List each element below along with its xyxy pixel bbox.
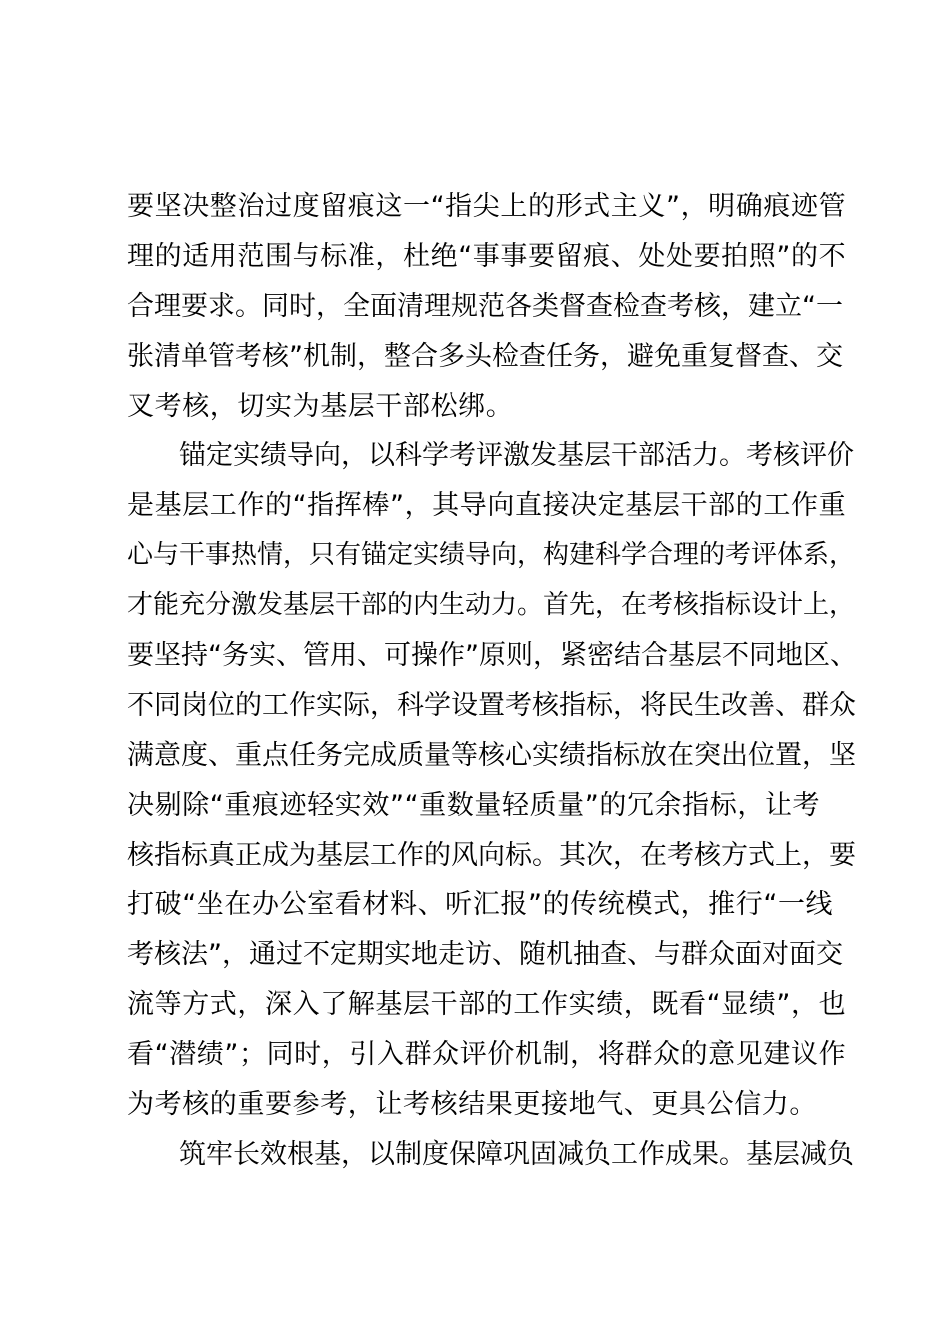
text-line: 满意度、重点任务完成质量等核心实绩指标放在突出位置，坚 — [127, 739, 856, 771]
text-line: 要坚持“务实、管用、可操作”原则，紧密结合基层不同地区、 — [127, 640, 857, 672]
paragraph-start-line: 锚定实绩导向，以科学考评激发基层干部活力。考核评价 — [179, 440, 854, 472]
text-line: 看“潜绩”；同时，引入群众评价机制，将群众的意见建议作 — [127, 1039, 847, 1071]
paragraph-start-line: 筑牢长效根基，以制度保障巩固减负工作成果。基层减负 — [179, 1138, 854, 1170]
text-line: 才能充分激发基层干部的内生动力。首先，在考核指标设计上， — [127, 590, 856, 621]
text-line: 张清单管考核”机制，整合多头检查任务，避免重复督查、交 — [127, 340, 843, 372]
text-line: 心与干事热情，只有锚定实绩导向，构建科学合理的考评体系， — [127, 540, 856, 571]
text-line: 要坚决整治过度留痕这一“指尖上的形式主义”，明确痕迹管 — [127, 191, 847, 222]
text-line: 决剔除“重痕迹轻实效”“重数量轻质量”的冗余指标，让考 — [127, 789, 821, 821]
body-text — [127, 182, 857, 1180]
text-line: 为考核的重要参考，让考核结果更接地气、更具公信力。 — [127, 1089, 817, 1121]
text-line: 叉考核，切实为基层干部松绑。 — [127, 390, 514, 422]
text-line: 流等方式，深入了解基层干部的工作实绩，既看“显绩”，也 — [127, 989, 847, 1021]
text-line: 打破“坐在办公室看材料、听汇报”的传统模式，推行“一线 — [127, 889, 834, 921]
text-line: 合理要求。同时，全面清理规范各类督查检查考核，建立“一 — [127, 290, 843, 322]
text-line: 理的适用范围与标准，杜绝“事事要留痕、处处要拍照”的不 — [127, 240, 847, 272]
text-line: 是基层工作的“指挥棒”，其导向直接决定基层干部的工作重 — [127, 490, 847, 522]
text-line: 核指标真正成为基层工作的风向标。其次，在考核方式上，要 — [127, 839, 856, 871]
text-line: 不同岗位的工作实际，科学设置考核指标，将民生改善、群众 — [127, 689, 856, 721]
text-line: 考核法”，通过不定期实地走访、随机抽查、与群众面对面交 — [127, 939, 843, 971]
